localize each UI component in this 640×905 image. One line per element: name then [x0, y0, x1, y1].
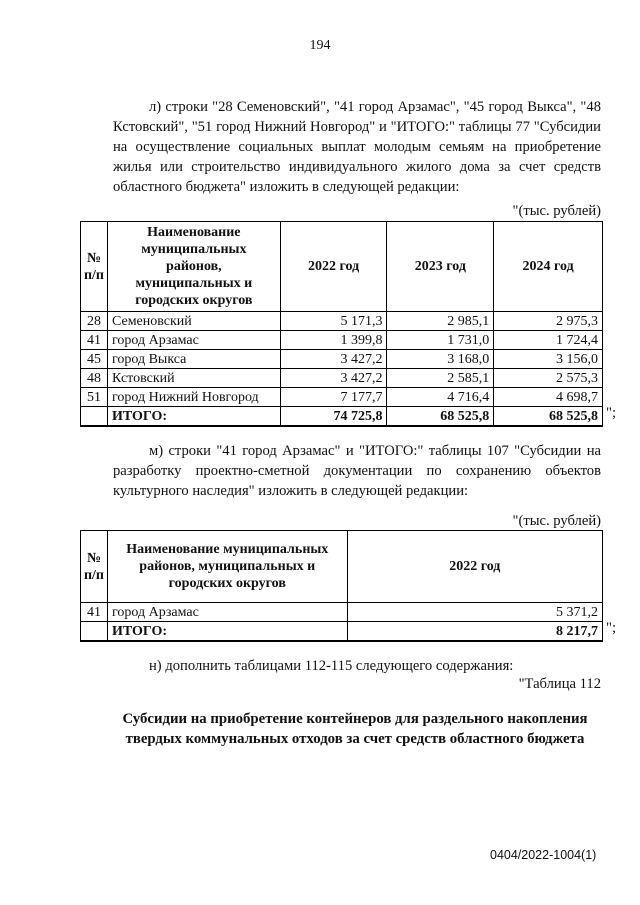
section-m-closing: ";: [606, 620, 617, 636]
table-112-heading: Субсидии на приобретение контейнеров для раздельного накопления твердых коммунальных отходов за счет средств областного бюджета: [122, 711, 588, 747]
header-num: № п/п: [81, 531, 108, 603]
section-l-unit: "(тыс. рублей): [512, 203, 601, 219]
table-row: 41 город Арзамас 1 399,8 1 731,0 1 724,4: [81, 331, 603, 350]
header-2022: 2022 год: [347, 531, 602, 603]
page-number: 194: [309, 38, 331, 53]
section-l-paragraph: [113, 97, 601, 197]
section-m-unit: "(тыс. рублей): [512, 513, 601, 529]
section-n-paragraph: [113, 656, 601, 676]
section-m-paragraph: [113, 441, 601, 501]
header-num: № п/п: [81, 222, 108, 312]
total-row: ИТОГО: 8 217,7: [81, 622, 603, 642]
table-row: 45 город Выкса 3 427,2 3 168,0 3 156,0: [81, 350, 603, 369]
table-77: [80, 221, 603, 427]
section-m-text: м) строки "41 город Арзамас" и "ИТОГО:" таблицы 107 "Субсидии на разработку проектно-сметной документации по сохранению объектов культурного наследия" изложить в следующей редакции:: [113, 443, 601, 499]
header-2023: 2023 год: [387, 222, 494, 312]
header-name: Наименование муниципальных районов, муниципальных и городских округов: [107, 222, 280, 312]
table-row: 28 Семеновский 5 171,3 2 985,1 2 975,3: [81, 312, 603, 331]
header-2024: 2024 год: [494, 222, 603, 312]
section-l-closing: ";: [606, 405, 617, 421]
footer-code: 0404/2022-1004(1): [490, 848, 597, 862]
total-row: ИТОГО: 74 725,8 68 525,8 68 525,8: [81, 407, 603, 427]
table-row: 51 город Нижний Новгород 7 177,7 4 716,4 4 698,7: [81, 388, 603, 407]
header-name: Наименование муниципальных районов, муниципальных и городских округов: [107, 531, 347, 603]
section-n-text: н) дополнить таблицами 112-115 следующего содержания:: [149, 658, 514, 674]
header-2022: 2022 год: [280, 222, 387, 312]
section-l-text: л) строки "28 Семеновский", "41 город Арзамас", "45 город Выкса", "48 Кстовский", "51 город Нижний Новгород" и "ИТОГО:" таблицы 77 "Субсидии на осуществление социальных выплат молодым семьям на приобретение жилья или строительство индивидуального жилого дома за счет средств областного бюджета" изложить в следующей редакции:: [113, 99, 601, 195]
table-row: 41 город Арзамас 5 371,2: [81, 603, 603, 622]
table-107: [80, 530, 603, 642]
table-112-label: "Таблица 112: [518, 676, 601, 692]
table-row: 48 Кстовский 3 427,2 2 585,1 2 575,3: [81, 369, 603, 388]
